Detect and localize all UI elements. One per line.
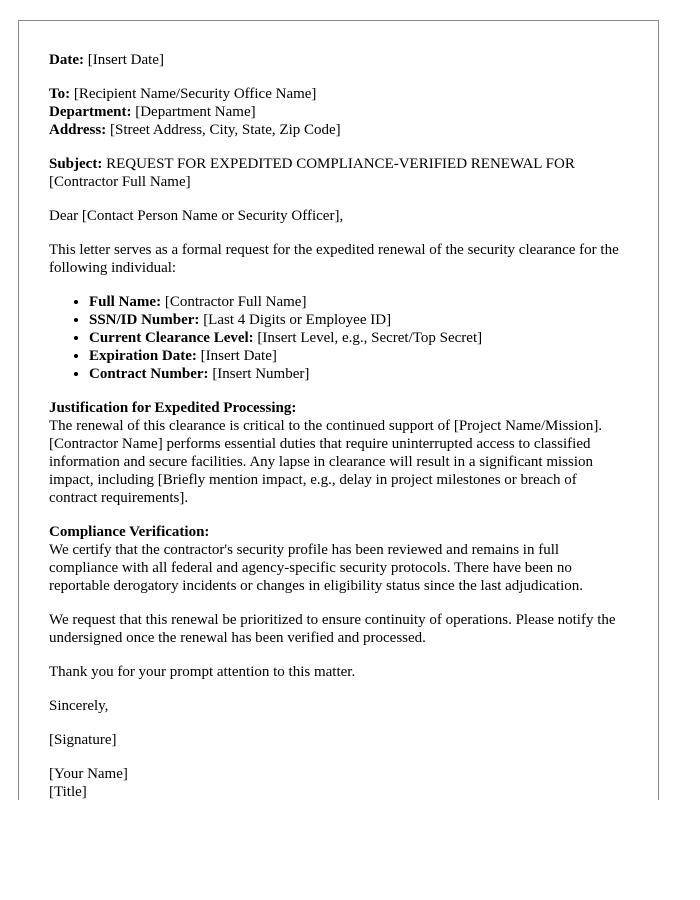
department-line: [49, 103, 628, 121]
list-item: [89, 293, 628, 311]
compliance-heading: Compliance Verification:: [49, 524, 210, 540]
detail-label: Contract Number:: [89, 366, 209, 382]
date-label: Date:: [49, 52, 84, 68]
detail-label: Current Clearance Level:: [89, 330, 254, 346]
address-label: Address:: [49, 122, 107, 138]
address-value: [Street Address, City, State, Zip Code]: [106, 122, 341, 138]
to-line: [49, 85, 628, 103]
intro-paragraph: This letter serves as a formal request for the expedited renewal of the security clearance for the following individual:: [49, 242, 619, 276]
date-line: [49, 51, 628, 69]
signature-placeholder: [Signature]: [49, 732, 117, 748]
to-value: [Recipient Name/Security Office Name]: [70, 86, 317, 102]
details-list: [49, 293, 628, 383]
list-item: [89, 311, 628, 329]
date-value: [Insert Date]: [83, 52, 164, 68]
signer-block: [49, 765, 628, 801]
justification-heading: Justification for Expedited Processing:: [49, 400, 297, 416]
detail-value: [Insert Number]: [208, 366, 310, 382]
department-label: Department:: [49, 104, 132, 120]
justification-body: The renewal of this clearance is critical to the continued support of [Project Name/Mission]. [Contractor Name] performs essential duties that require uninterrupted access to classified information and secure facilities. Any lapse in clearance will result in a significant mission impact, including [Briefly mention impact, e.g., delay in project milestones or breach of contract requirements].: [49, 418, 603, 506]
letter-document: [18, 20, 659, 800]
detail-label: Full Name:: [89, 294, 162, 310]
signer-name: [Your Name]: [49, 766, 128, 782]
subject-label: Subject:: [49, 156, 103, 172]
list-item: [89, 347, 628, 365]
list-item: [89, 365, 628, 383]
signer-title: [Title]: [49, 784, 87, 800]
compliance-body: We certify that the contractor's security profile has been reviewed and remains in full compliance with all federal and agency-specific security protocols. There have been no reportable derogatory incidents or changes in eligibility status since the last adjudication.: [49, 542, 584, 594]
subject-line: [49, 155, 628, 191]
recipient-block: [49, 85, 628, 139]
detail-label: SSN/ID Number:: [89, 312, 200, 328]
detail-value: [Insert Date]: [196, 348, 277, 364]
salutation: Dear [Contact Person Name or Security Officer],: [49, 208, 344, 224]
list-item: [89, 329, 628, 347]
department-value: [Department Name]: [131, 104, 256, 120]
detail-value: [Contractor Full Name]: [161, 294, 307, 310]
address-line: [49, 121, 628, 139]
thanks-paragraph: Thank you for your prompt attention to this matter.: [49, 664, 356, 680]
request-paragraph: We request that this renewal be prioritized to ensure continuity of operations. Please notify the undersigned once the renewal has been verified and processed.: [49, 612, 616, 646]
detail-label: Expiration Date:: [89, 348, 197, 364]
compliance-section: [49, 523, 628, 595]
subject-value: REQUEST FOR EXPEDITED COMPLIANCE-VERIFIED RENEWAL FOR [Contractor Full Name]: [49, 156, 575, 190]
detail-value: [Last 4 Digits or Employee ID]: [199, 312, 392, 328]
justification-section: [49, 399, 628, 507]
to-label: To:: [49, 86, 71, 102]
closing: Sincerely,: [49, 698, 109, 714]
detail-value: [Insert Level, e.g., Secret/Top Secret]: [253, 330, 483, 346]
